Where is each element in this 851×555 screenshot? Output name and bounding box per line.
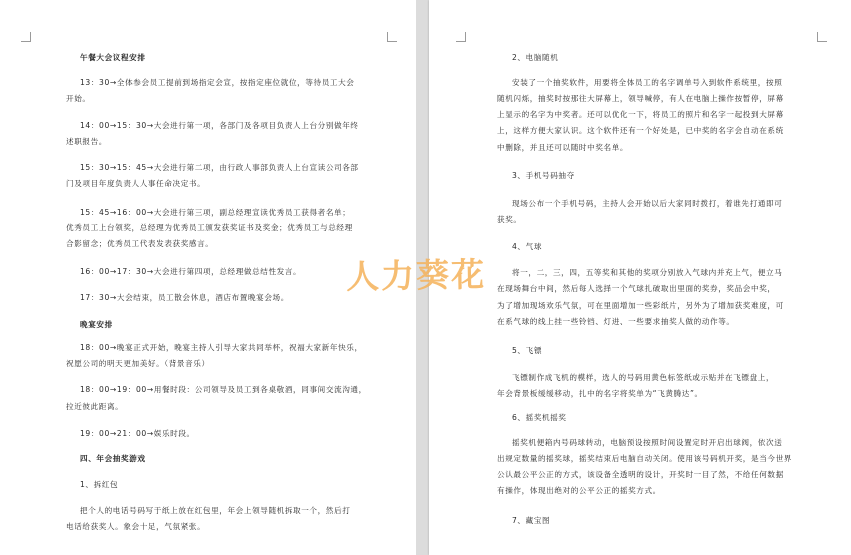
page-margin-corner-mark bbox=[21, 32, 31, 42]
paragraph-line: 中删除，并且还可以随时中奖名单。 bbox=[497, 143, 629, 152]
paragraph-line: 开始。 bbox=[66, 94, 91, 103]
watermark-text: 人力葵花 bbox=[345, 254, 487, 297]
paragraph-line: 合影留念；优秀员工代表发表获奖感言。 bbox=[66, 239, 214, 248]
page-margin-corner-mark bbox=[387, 32, 397, 42]
paragraph-line: 16：00→17：30→大会进行第四项，总经理做总结性发言。 bbox=[80, 267, 302, 276]
paragraph-line: 为了增加现场欢乐气氛，可在里面增加一些彩纸片，另外为了增加获奖难度，可 bbox=[497, 301, 784, 310]
paragraph-line: 电话给获奖人。象会十足，气氛紧张。 bbox=[66, 522, 206, 531]
paragraph-line: 年会背景板缓缓移动，扎中的名字将奖单为“飞黄腾达”。 bbox=[497, 389, 703, 398]
paragraph-line: 获奖。 bbox=[497, 215, 522, 224]
paragraph-line: 出规定数量的摇奖球，摇奖结束后电脑自动关闭。使用该号码机开奖，是当今世界 bbox=[497, 454, 792, 463]
paragraph-line: 15：45→16：00→大会进行第三项，副总经理宣读优秀员工获得者名单； bbox=[80, 208, 351, 217]
paragraph-line: 上显示的名字为中奖者。还可以优化一下，将员工的照片和名字一起投到大屏幕 bbox=[497, 110, 784, 119]
paragraph-line: 飞镖制作成飞机的模样，选人的号码用黄色标签纸或示贴并在飞镖盘上， bbox=[512, 373, 775, 382]
paragraph-line: 安装了一个抽奖软件，用要将全体员工的名字调单号入到软件系统里，按照 bbox=[512, 78, 783, 87]
page-margin-corner-mark bbox=[817, 32, 827, 42]
page-margin-corner-mark bbox=[456, 32, 466, 42]
section-heading: 晚宴安排 bbox=[80, 320, 113, 329]
paragraph-line: 在现场舞台中间，然后每人选择一个气球扎破取出里面的奖券，奖品会中奖， bbox=[497, 284, 776, 293]
paragraph-line: 拉近彼此距离。 bbox=[66, 402, 124, 411]
paragraph-line: 现场公布一个手机号码，主持人会开始以后大家同时拨打，着谁先打通即可 bbox=[512, 199, 783, 208]
paragraph-line: 将一，二，三，四，五等奖和其他的奖项分别放入气球内并充上气，便立马 bbox=[512, 268, 783, 277]
paragraph-line: 优秀员工上台领奖，总经理为优秀员工颁发获奖证书及奖金；优秀员工与总经理 bbox=[66, 223, 353, 232]
paragraph-line: 19：00→21：00→娱乐时段。 bbox=[80, 429, 195, 438]
section-heading: 午餐大会议程安排 bbox=[80, 53, 146, 62]
paragraph-line: 门及项目年度负责人人事任命决定书。 bbox=[66, 179, 206, 188]
paragraph-line: 3、手机号码抽夺 bbox=[512, 171, 575, 180]
paragraph-line: 13：30→全体参会员工提前到场指定会宣，按指定座位就位，等待员工大会 bbox=[80, 78, 355, 87]
paragraph-line: 18：00→晚宴正式开始，晚宴主持人引导大家共同举杯，祝福大家新年快乐， bbox=[80, 343, 363, 352]
paragraph-line: 把个人的电话号码写于纸上放在红包里，年会上领导随机拆取一个，然后打 bbox=[80, 506, 351, 515]
paragraph-line: 5、飞镖 bbox=[512, 346, 543, 355]
paragraph-line: 17：30→大会结束，员工散会休息，酒店布置晚宴会场。 bbox=[80, 293, 289, 302]
document-page-right bbox=[429, 0, 851, 555]
paragraph-line: 18：00→19：00→用餐时段：公司领导及员工到各桌敬酒，同事间交流沟通， bbox=[80, 385, 367, 394]
paragraph-line: 摇奖机便箱内号码球转动，电脑预设按照时间设置定时开启出球阀，依次送 bbox=[512, 438, 783, 447]
paragraph-line: 4、气球 bbox=[512, 242, 543, 251]
paragraph-line: 2、电脑随机 bbox=[512, 53, 559, 62]
paragraph-line: 7、藏宝图 bbox=[512, 516, 551, 525]
paragraph-line: 14：00→15：30→大会进行第一项，各部门及各项目负责人上台分别做年终 bbox=[80, 121, 359, 130]
section-heading: 四、年会抽奖游戏 bbox=[80, 454, 146, 463]
paragraph-line: 祝愿公司的明天更加美好。（背景音乐） bbox=[66, 359, 210, 368]
paragraph-line: 6、摇奖机摇奖 bbox=[512, 413, 567, 422]
paragraph-line: 随机闪烁，抽奖时按那往大屏幕上，领导喊停，有人在电脑上操作按暂停，屏幕 bbox=[497, 94, 784, 103]
paragraph-line: 公认最公平公正的方式，该设备全透明的设计，开奖时一目了然，不给任何数据 bbox=[497, 470, 784, 479]
paragraph-line: 述职报告。 bbox=[66, 137, 107, 146]
paragraph-line: 有操作，体现出绝对的公平公正的摇奖方式。 bbox=[497, 486, 661, 495]
paragraph-line: 15：30→15：45→大会进行第二项，由行政人事部负责人上台宣读公司各部 bbox=[80, 163, 359, 172]
paragraph-line: 在系气球的线上挂一些铃铛、灯进、一些要求抽奖人做的动作等。 bbox=[497, 317, 735, 326]
paragraph-line: 1、拆红包 bbox=[80, 480, 119, 489]
paragraph-line: 上，这样方便大家认识。这个软件还有一个好处是，已中奖的名字会自动在系统 bbox=[497, 126, 784, 135]
